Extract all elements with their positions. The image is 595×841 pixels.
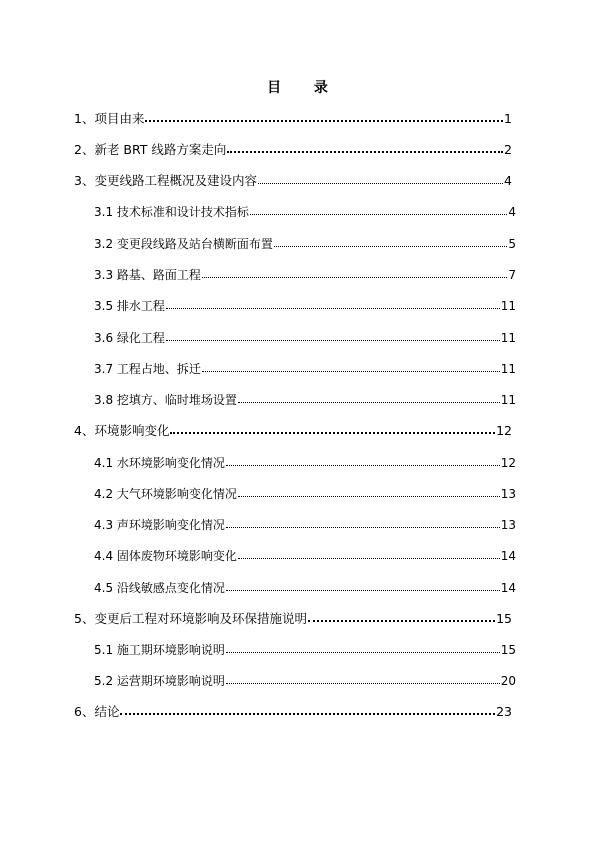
toc-leader-dots: [250, 206, 507, 216]
toc-entry-page: 23: [496, 704, 512, 719]
toc-entry-label: 6、结论: [74, 704, 120, 719]
toc-entry-page: 11: [500, 299, 516, 313]
toc-entry-label: 3.8 挖填方、临时堆场设置: [94, 393, 237, 407]
toc-entry-label: 3.2 变更段线路及站台横断面布置: [94, 237, 273, 251]
toc-entry-label: 4.2 大气环境影响变化情况: [94, 487, 237, 501]
toc-leader-dots: [226, 582, 500, 592]
toc-entry-label: 3.1 技术标准和设计技术指标: [94, 205, 249, 219]
toc-entry-4-1[interactable]: [94, 455, 516, 471]
toc-entry-3-1[interactable]: [94, 204, 516, 220]
toc-leader-dots: [238, 488, 500, 498]
toc-entry-page: 12: [500, 456, 516, 470]
toc-entry-5[interactable]: [74, 611, 512, 627]
toc-entry-1[interactable]: [74, 111, 512, 127]
toc-entry-label: 1、项目由来: [74, 111, 145, 126]
toc-entry-4-4[interactable]: [94, 548, 516, 564]
toc-entry-5-2[interactable]: [94, 673, 516, 689]
toc-entry-label: 4、环境影响变化: [74, 423, 170, 438]
toc-entry-page: 11: [500, 331, 516, 345]
toc-leader-dots: [274, 238, 507, 248]
toc-entry-4-3[interactable]: [94, 517, 516, 533]
toc-leader-dots: [120, 706, 495, 716]
toc-entry-page: 7: [508, 268, 516, 282]
toc-entry-3-2[interactable]: [94, 236, 516, 252]
toc-entry-3-3[interactable]: [94, 267, 516, 283]
toc-entry-page: 5: [508, 237, 516, 251]
toc-entry-label: 4.3 声环境影响变化情况: [94, 518, 225, 532]
toc-entry-label: 3.6 绿化工程: [94, 331, 165, 345]
toc-entry-label: 5、变更后工程对环境影响及环保措施说明: [74, 611, 307, 626]
toc-entry-page: 4: [504, 173, 512, 188]
toc-entry-page: 15: [496, 611, 512, 626]
toc-leader-dots: [145, 113, 503, 123]
toc-entry-label: 4.5 沿线敏感点变化情况: [94, 581, 225, 595]
toc-entry-page: 13: [500, 487, 516, 501]
toc-leader-dots: [238, 394, 500, 404]
toc-entry-5-1[interactable]: [94, 642, 516, 658]
toc-leader-dots: [226, 457, 500, 467]
toc-title: 目 录: [267, 80, 342, 96]
toc-leader-dots: [166, 300, 500, 310]
toc-entry-3-6[interactable]: [94, 330, 516, 346]
toc-entry-label: 2、新老 BRT 线路方案走向: [74, 142, 227, 157]
toc-entry-page: 15: [500, 643, 516, 657]
toc-entry-page: 11: [500, 393, 516, 407]
toc-leader-dots: [226, 675, 500, 685]
toc-leader-dots: [170, 425, 495, 435]
toc-leader-dots: [258, 175, 503, 185]
toc-entry-3-8[interactable]: [94, 392, 516, 408]
toc-entry-4[interactable]: [74, 423, 512, 439]
toc-entry-page: 11: [500, 362, 516, 376]
toc-entry-6[interactable]: [74, 704, 512, 720]
toc-entry-page: 1: [504, 111, 512, 126]
toc-leader-dots: [226, 644, 500, 654]
toc-entry-label: 4.4 固体废物环境影响变化: [94, 549, 237, 563]
toc-leader-dots: [226, 519, 500, 529]
toc-entry-page: 2: [504, 142, 512, 157]
toc-entry-label: 5.1 施工期环境影响说明: [94, 643, 225, 657]
toc-entry-page: 12: [496, 423, 512, 438]
toc-entry-page: 20: [500, 674, 516, 688]
toc-entry-label: 3、变更线路工程概况及建设内容: [74, 173, 257, 188]
toc-entry-page: 4: [508, 205, 516, 219]
toc-leader-dots: [202, 269, 507, 279]
toc-leader-dots: [308, 613, 495, 623]
toc-leader-dots: [202, 363, 500, 373]
toc-entry-page: 14: [500, 581, 516, 595]
toc-entry-label: 3.7 工程占地、拆迁: [94, 362, 201, 376]
toc-entry-3-7[interactable]: [94, 361, 516, 377]
toc-entry-4-2[interactable]: [94, 486, 516, 502]
toc-entry-page: 14: [500, 549, 516, 563]
toc-leader-dots: [166, 332, 500, 342]
toc-entry-label: 3.5 排水工程: [94, 299, 165, 313]
toc-leader-dots: [227, 144, 503, 154]
toc-entry-3[interactable]: [74, 173, 512, 189]
toc-entry-2[interactable]: [74, 142, 512, 158]
toc-entry-4-5[interactable]: [94, 580, 516, 596]
toc-entry-label: 4.1 水环境影响变化情况: [94, 456, 225, 470]
toc-entry-label: 5.2 运营期环境影响说明: [94, 674, 225, 688]
toc-entry-label: 3.3 路基、路面工程: [94, 268, 201, 282]
toc-leader-dots: [238, 550, 500, 560]
toc-entry-page: 13: [500, 518, 516, 532]
toc-entry-3-5[interactable]: [94, 298, 516, 314]
